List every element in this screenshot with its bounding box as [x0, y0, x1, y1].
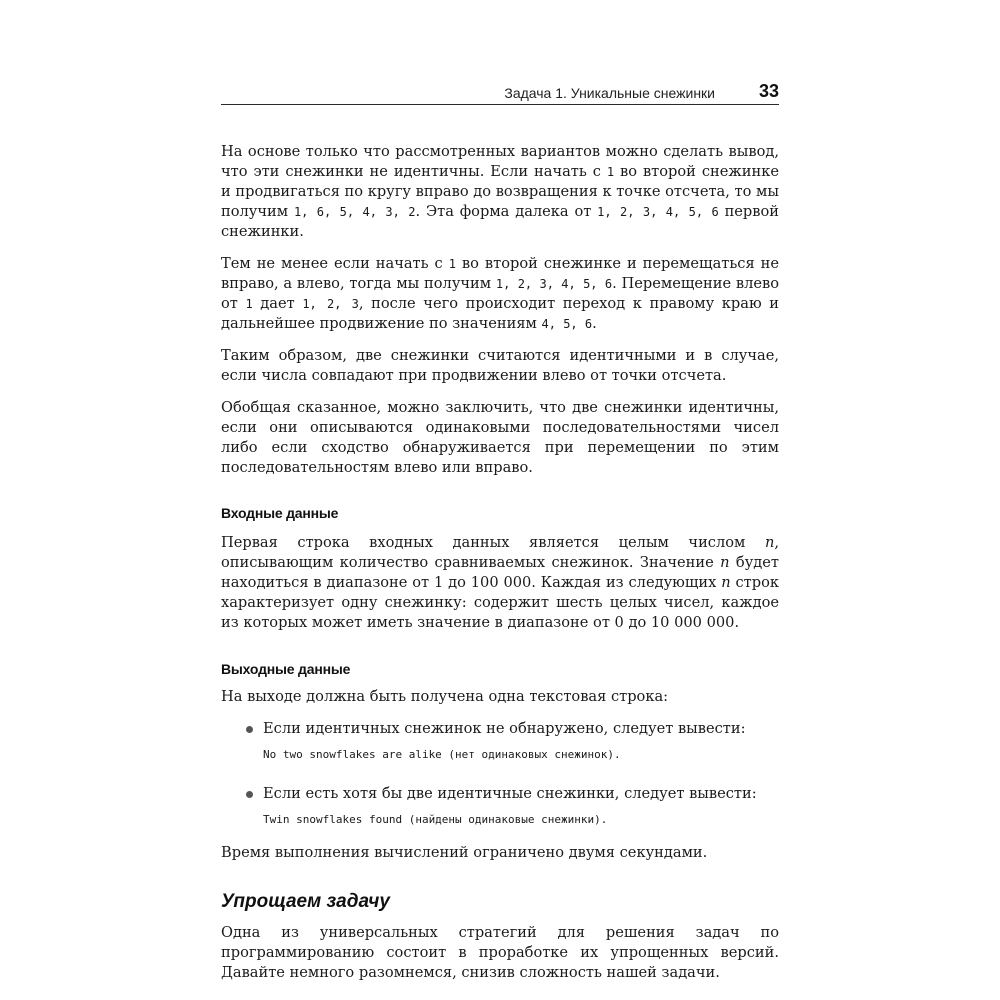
heading-output-data: Выходные данные [221, 661, 351, 677]
bullet-text: Если идентичных снежинок не обнаружено, следует вывести: [263, 720, 746, 737]
page-body [221, 142, 779, 983]
chapter-title: Задача 1. Уникальные снежинки [504, 85, 715, 101]
running-header [221, 80, 779, 105]
bullet-icon [246, 791, 253, 798]
paragraph-left-traversal: Тем не менее если начать с 1 во второй снежинке и перемещаться не вправо, а влево, тогда мы получим 1, 2, 3, 4, 5, 6. Перемещение влево от 1 дает 1, 2, 3, после чего происходит переход к правому краю и дальнейшее продвижение по значениям 4, 5, 6. [221, 255, 780, 332]
inline-code: 1, 2, 3 [302, 297, 359, 311]
inline-code: 1, 2, 3, 4, 5, 6 [495, 277, 613, 291]
inline-code: 4, 5, 6 [541, 317, 593, 331]
paragraph-comparison-result: На основе только что рассмотренных вариантов можно сделать вывод, что эти снежинки не идентичны. Если начать с 1 во второй снежинке и продвигаться по кругу вправо до возвращения к точке отсчета, то мы получим 1, 6, 5, 4, 3, 2. Эта форма далека от 1, 2, 3, 4, 5, 6 первой снежинки. [221, 143, 780, 240]
page-number: 33 [758, 81, 779, 101]
heading-input-data: Входные данные [221, 505, 339, 521]
paragraph-identical-left: Таким образом, две снежинки считаются идентичными и в случае, если числа совпадают при продвижении влево от точки отсчета. [221, 347, 779, 384]
paragraph-time-limit: Время выполнения вычислений ограничено двумя секундами. [221, 844, 708, 861]
inline-code: 1, 2, 3, 4, 5, 6 [597, 205, 719, 219]
inline-code: 1 [606, 165, 615, 179]
inline-code: 1 [448, 257, 456, 271]
paragraph-simplify: Одна из универсальных стратегий для решения задач по программированию состоит в проработке их упрощенных версий. Давайте немного разомнемся, снизив сложность нашей задачи. [221, 924, 779, 981]
inline-code: 1 [245, 297, 253, 311]
output-code-no-twins: No two snowflakes are alike (нет одинаковых снежинок). [263, 748, 621, 761]
output-code-twins-found: Twin snowflakes found (найдены одинаковые снежинки). [263, 813, 608, 826]
inline-code: 1, 6, 5, 4, 3, 2 [293, 205, 416, 219]
bullet-text: Если есть хотя бы две идентичные снежинки, следует вывести: [263, 785, 757, 802]
paragraph-summary: Обобщая сказанное, можно заключить, что две снежинки идентичны, если они описываются одинаковыми последовательностями чисел либо если сходство обнаруживается при перемещении по этим последовательностям влево или вправо. [221, 399, 779, 476]
heading-simplify-task: Упрощаем задачу [221, 891, 390, 912]
list-item [221, 719, 779, 739]
list-item [221, 784, 779, 804]
bullet-icon [246, 726, 253, 733]
paragraph-input-description: Первая строка входных данных является целым числом n, описывающим количество сравниваемых снежинок. Значение n будет находиться в диапазоне от 1 до 100 000. Каждая из следующих n строк характеризует одну снежинку: содержит шесть целых чисел, каждое из которых может иметь значение в диапазоне от 0 до 10 000 000. [221, 534, 779, 631]
paragraph-output-intro: На выходе должна быть получена одна текстовая строка: [221, 688, 669, 705]
